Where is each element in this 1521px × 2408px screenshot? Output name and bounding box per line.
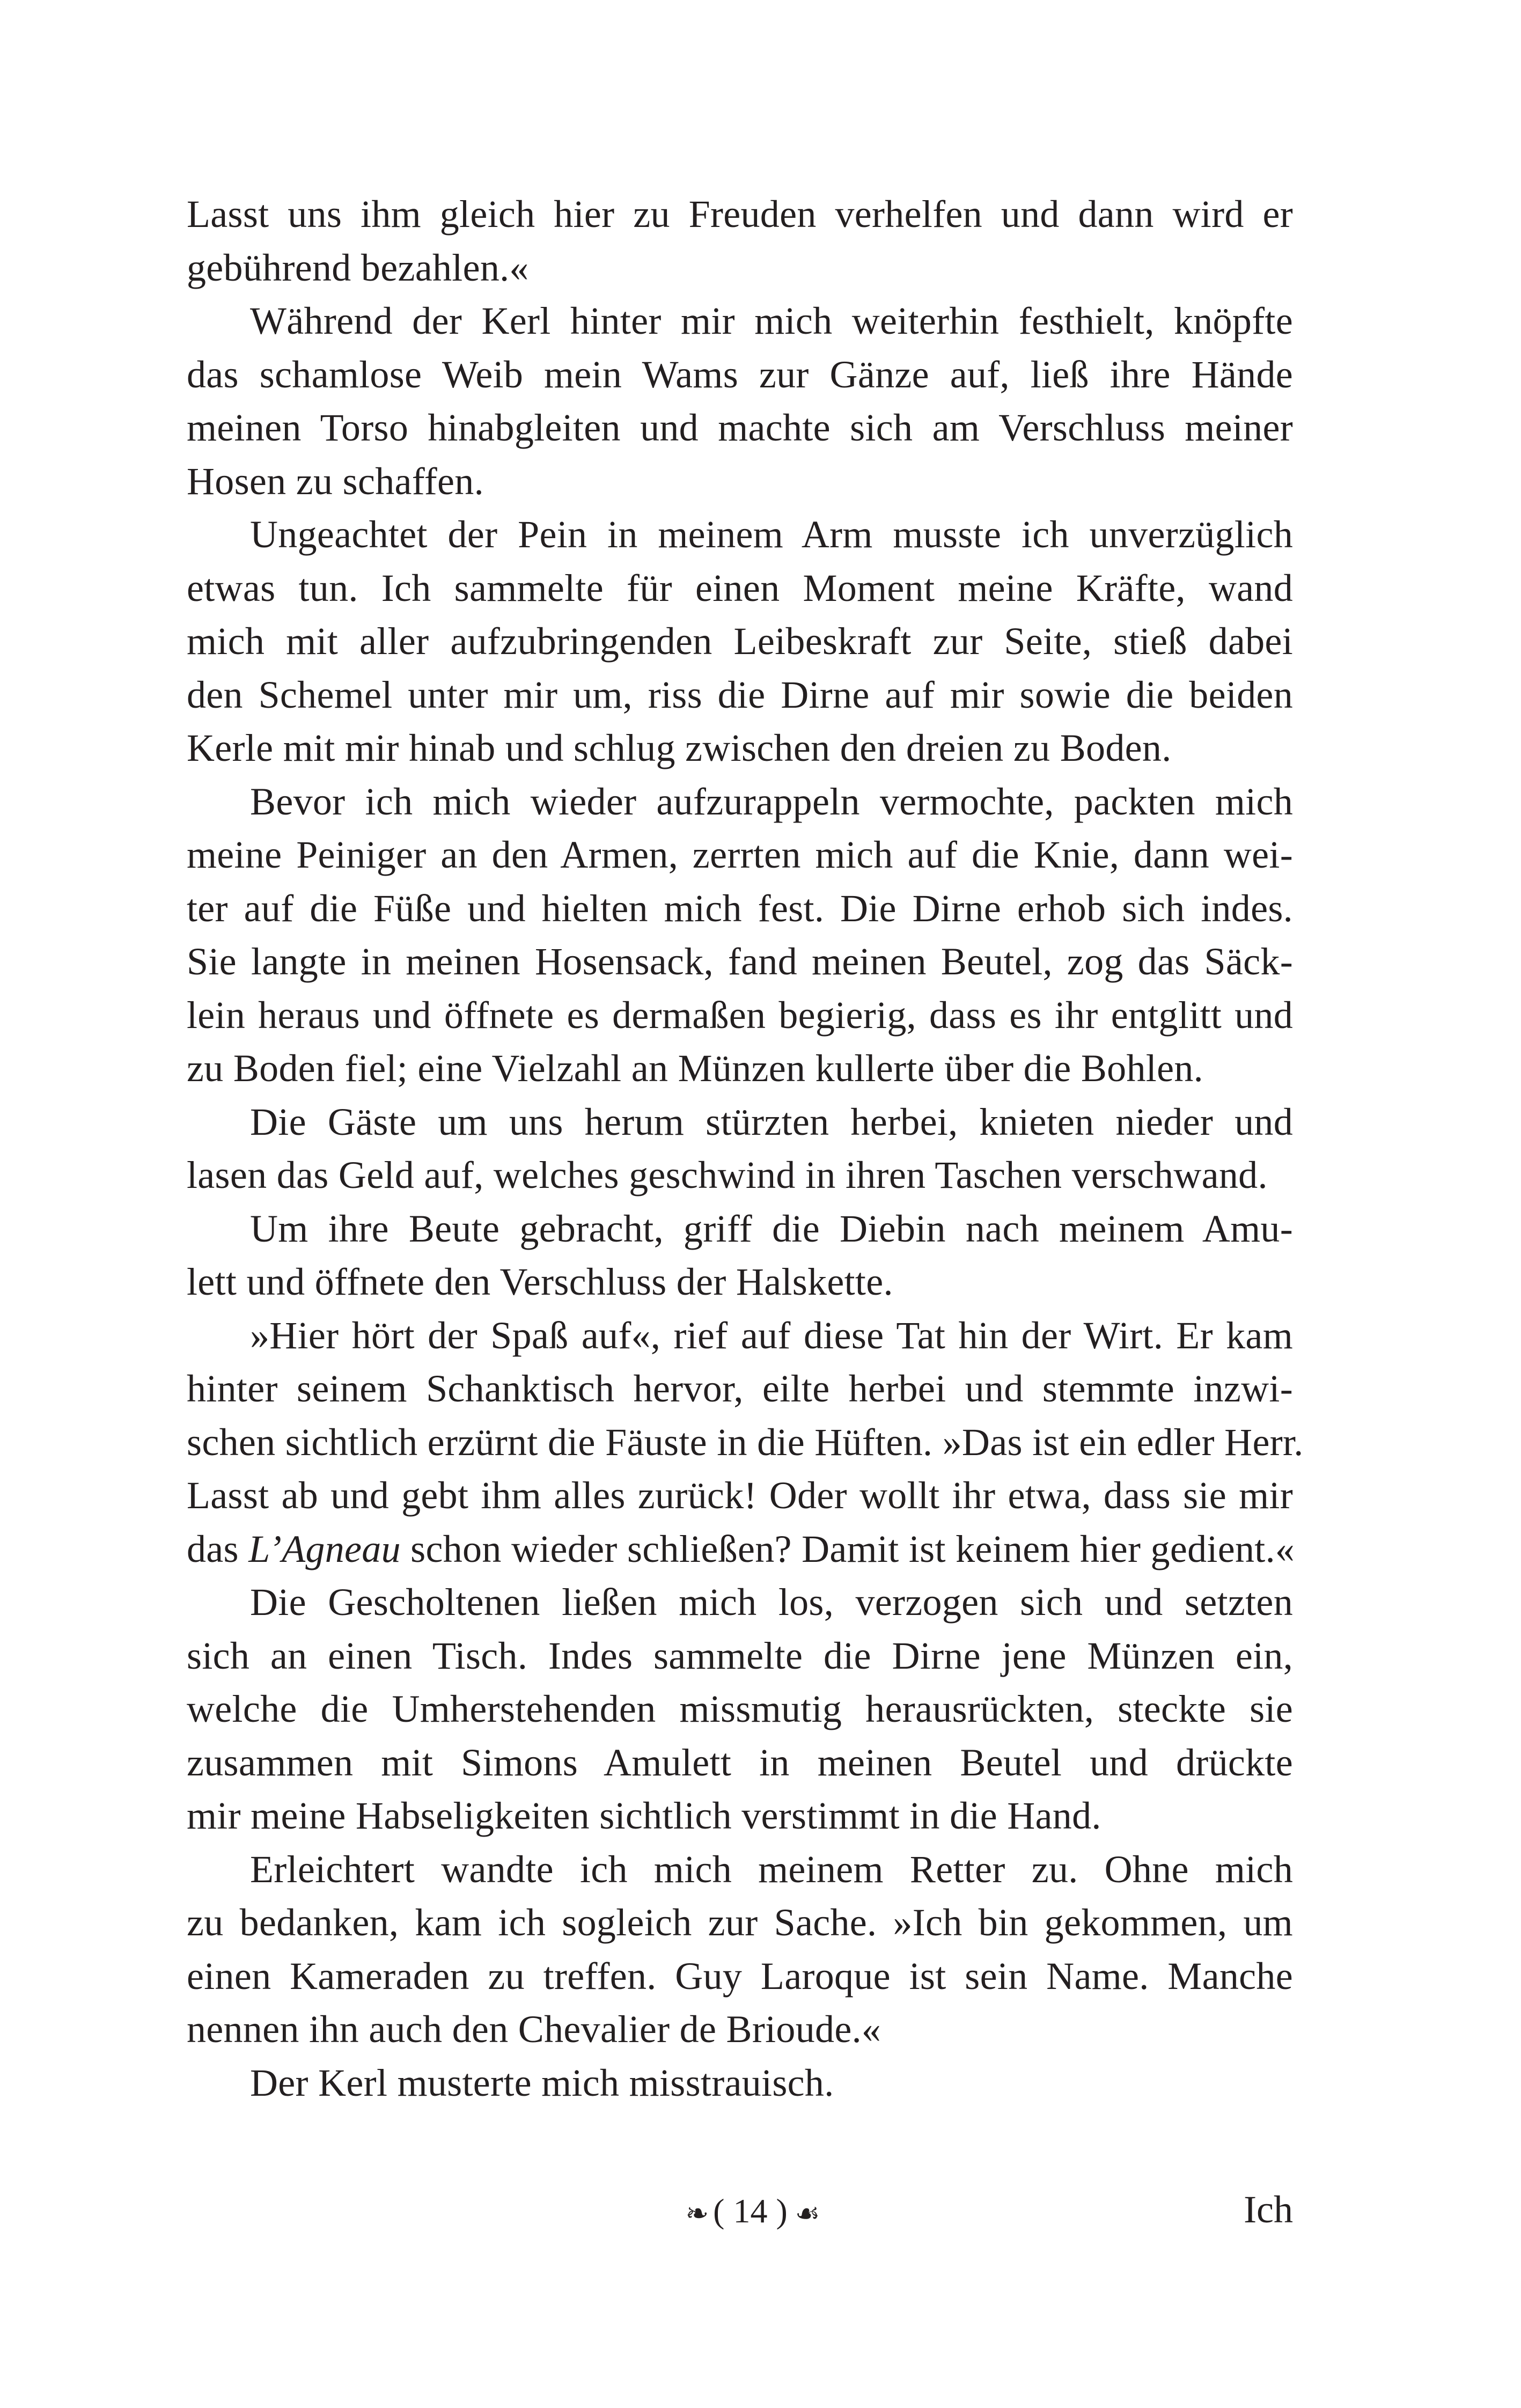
text-line: Kerle mit mir hinab und schlug zwischen den dreien zu Boden. xyxy=(187,726,1172,769)
text-line: Erleichtert wandte ich mich meinem Retter zu. Ohne mich xyxy=(250,1847,1293,1891)
line-text-before: das xyxy=(187,1527,249,1570)
text-line: Die Gescholtenen ließen mich los, verzogen sich und setzten xyxy=(250,1581,1293,1624)
fleuron-left-icon: ❧ xyxy=(685,2199,706,2230)
text-line: Hosen zu schaffen. xyxy=(187,459,484,503)
text-line: etwas tun. Ich sammelte für einen Moment meine Kräfte, wand xyxy=(187,566,1293,610)
text-line: meine Peiniger an den Armen, zerrten mich auf die Knie, dann wei- xyxy=(187,833,1293,876)
text-line: zusammen mit Simons Amulett in meinen Beutel und drückte xyxy=(187,1741,1293,1784)
text-line: lein heraus und öffnete es dermaßen begierig, dass es ihr entglitt und xyxy=(187,993,1293,1037)
text-line: Um ihre Beute gebracht, griff die Diebin nach meinem Amu- xyxy=(250,1207,1293,1250)
text-line: Während der Kerl hinter mir mich weiterhin festhielt, knöpfte xyxy=(250,299,1293,342)
text-line: Sie langte in meinen Hosensack, fand meinen Beutel, zog das Säck- xyxy=(187,940,1293,983)
text-line: den Schemel unter mir um, riss die Dirne auf mir sowie die beiden xyxy=(187,673,1293,716)
text-line: zu Boden fiel; eine Vielzahl an Münzen kullerte über die Bohlen. xyxy=(187,1047,1203,1090)
text-line: Der Kerl musterte mich misstrauisch. xyxy=(250,2061,834,2104)
text-line: zu bedanken, kam ich sogleich zur Sache. »Ich bin gekommen, um xyxy=(187,1901,1293,1944)
text-line-with-italic xyxy=(187,1523,1293,1576)
text-line: Bevor ich mich wieder aufzurappeln vermochte, packten mich xyxy=(250,780,1293,823)
text-line: Lasst ab und gebt ihm alles zurück! Oder wollt ihr etwa, dass sie mir xyxy=(187,1474,1293,1517)
page-folio xyxy=(638,2187,864,2238)
text-line: Die Gäste um uns herum stürzten herbei, knieten nieder und xyxy=(250,1100,1293,1143)
page-footer xyxy=(0,2183,1521,2247)
text-line: mich mit aller aufzubringenden Leibeskraft zur Seite, stieß dabei xyxy=(187,620,1293,663)
fleuron-right-icon: ☙ xyxy=(795,2199,817,2230)
text-line: ter auf die Füße und hielten mich fest. Die Dirne erhob sich indes. xyxy=(187,886,1293,930)
text-line: sich an einen Tisch. Indes sammelte die Dirne jene Münzen ein, xyxy=(187,1634,1293,1677)
text-line: gebührend bezahlen.« xyxy=(187,246,529,289)
page-number-group: ( 14 ) xyxy=(713,2192,788,2230)
line-text-after: schon wieder schließen? Damit ist keinem hier gedient.« xyxy=(400,1527,1295,1570)
text-line: meinen Torso hinabgleiten und machte sich am Verschluss meiner xyxy=(187,406,1293,449)
text-line: schen sichtlich erzürnt die Fäuste in die Hüften. »Das ist ein edler Herr. xyxy=(187,1420,1304,1464)
page-number: 14 xyxy=(733,2192,768,2230)
text-line: mir meine Habseligkeiten sichtlich verstimmt in die Hand. xyxy=(187,1794,1101,1837)
text-line: welche die Umherstehenden missmutig herausrückten, steckte sie xyxy=(187,1687,1293,1730)
body-text xyxy=(187,188,1304,2110)
italic-title: L’Agneau xyxy=(248,1527,401,1570)
catchword: Ich xyxy=(1244,2188,1293,2231)
text-line: hinter seinem Schanktisch hervor, eilte herbei und stemmte inzwi- xyxy=(187,1367,1293,1410)
text-line: nennen ihn auch den Chevalier de Brioude.« xyxy=(187,2008,881,2051)
text-line: Lasst uns ihm gleich hier zu Freuden verhelfen und dann wird er xyxy=(187,193,1293,236)
text-line: lett und öffnete den Verschluss der Halskette. xyxy=(187,1260,893,1303)
text-line: lasen das Geld auf, welches geschwind in ihren Taschen verschwand. xyxy=(187,1154,1268,1196)
text-line: das schamlose Weib mein Wams zur Gänze auf, ließ ihre Hände xyxy=(187,353,1293,396)
text-line: einen Kameraden zu treffen. Guy Laroque ist sein Name. Manche xyxy=(187,1954,1293,1998)
text-line: »Hier hört der Spaß auf«, rief auf diese Tat hin der Wirt. Er kam xyxy=(250,1313,1293,1357)
text-line: Ungeachtet der Pein in meinem Arm musste ich unverzüglich xyxy=(250,513,1293,556)
